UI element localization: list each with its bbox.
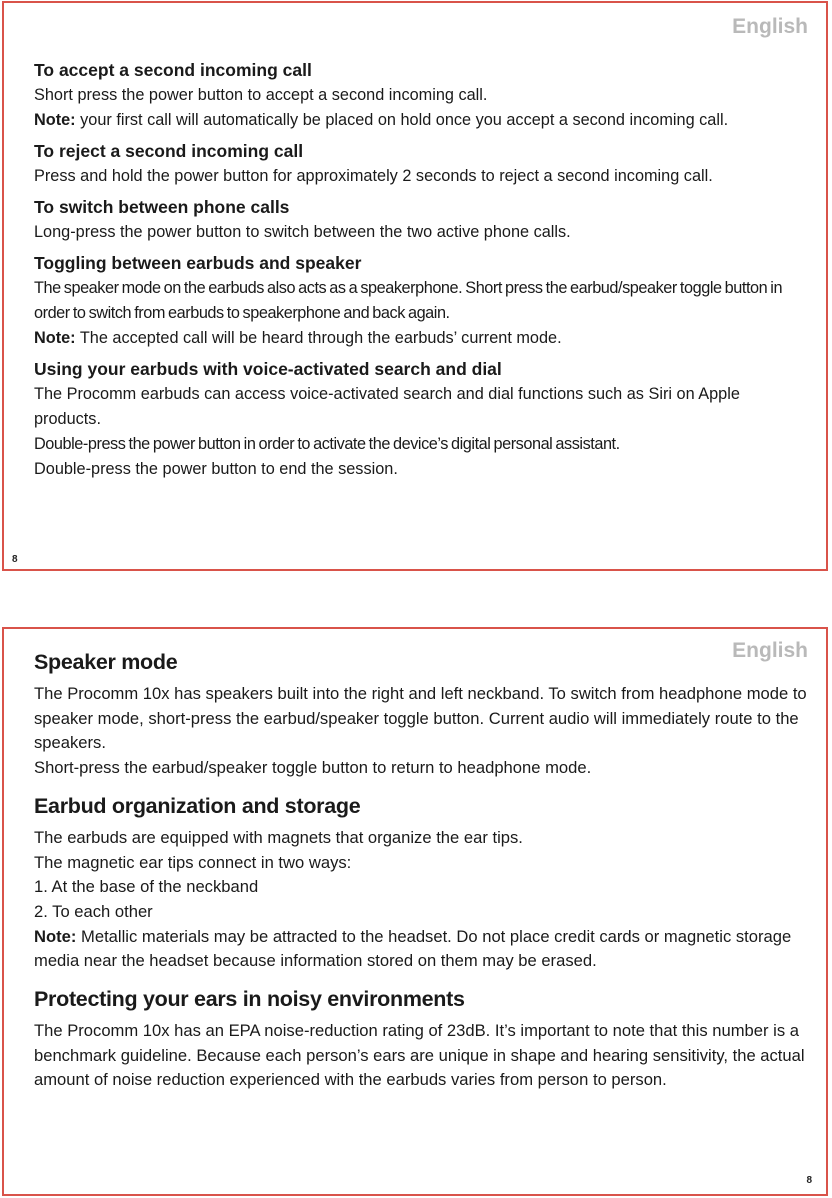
section-heading: Protecting your ears in noisy environments: [34, 987, 465, 1012]
section-body: Long-press the power button to switch between the two active phone calls.: [34, 223, 571, 241]
section-line: The earbuds are equipped with magnets that organize the ear tips.: [34, 827, 523, 847]
list-item: 1. At the base of the neckband: [34, 877, 259, 897]
section-heading: Toggling between earbuds and speaker: [34, 253, 362, 273]
note-paragraph: [34, 925, 808, 974]
note-paragraph: [34, 326, 808, 351]
section-body: Double-press the power button to end the session.: [34, 460, 398, 478]
note-text: The accepted call will be heard through the earbuds’ current mode.: [75, 329, 562, 347]
section-body: The speaker mode on the earbuds also acts as a speakerphone. Short press the earbud/speaker toggle button in order to switch from earbuds to speakerphone and back again.: [34, 279, 783, 322]
page-number: 8: [12, 554, 18, 565]
section-heading: Earbud organization and storage: [34, 793, 361, 818]
page-content: [34, 649, 808, 1093]
language-label: English: [732, 15, 808, 38]
section-body: The Procomm earbuds can access voice-activated search and dial functions such as Siri on Apple products.: [34, 385, 740, 428]
note-label: Note:: [34, 926, 77, 946]
note-paragraph: [34, 108, 808, 133]
section-body: Double-press the power button in order to activate the device’s digital personal assistant.: [34, 435, 620, 453]
section-heading: Using your earbuds with voice-activated search and dial: [34, 359, 502, 379]
language-label: English: [732, 639, 808, 662]
page-number: 8: [806, 1175, 812, 1186]
section-heading: To accept a second incoming call: [34, 60, 312, 80]
manual-page-bottom: [2, 627, 828, 1196]
section-body: Short press the power button to accept a second incoming call.: [34, 86, 488, 104]
section-heading: To switch between phone calls: [34, 197, 290, 217]
section-body: The Procomm 10x has speakers built into the right and left neckband. To switch from headphone mode to speaker mode, short-press the earbud/speaker toggle button. Current audio will immediately route to the speakers.: [34, 684, 807, 753]
list-item: 2. To each other: [34, 901, 153, 921]
note-label: Note:: [34, 329, 76, 347]
section-heading: To reject a second incoming call: [34, 141, 304, 161]
section-body: Short-press the earbud/speaker toggle button to return to headphone mode.: [34, 758, 592, 778]
section-line: The magnetic ear tips connect in two ways:: [34, 852, 352, 872]
section-heading: Speaker mode: [34, 650, 178, 674]
page-content: [34, 59, 808, 482]
note-text: Metallic materials may be attracted to the headset. Do not place credit cards or magnetic storage media near the headset because information stored on them may be erased.: [34, 926, 792, 971]
note-text: your first call will automatically be placed on hold once you accept a second incoming call.: [75, 111, 729, 129]
note-label: Note:: [34, 111, 76, 129]
manual-page-top: [2, 1, 828, 571]
section-body: Press and hold the power button for approximately 2 seconds to reject a second incoming call.: [34, 167, 713, 185]
section-body: The Procomm 10x has an EPA noise-reduction rating of 23dB. It’s important to note that this number is a benchmark guideline. Because each person’s ears are unique in shape and hearing sensitivity, the actual amount of noise reduction experienced with the earbuds varies from person to person.: [34, 1021, 805, 1090]
